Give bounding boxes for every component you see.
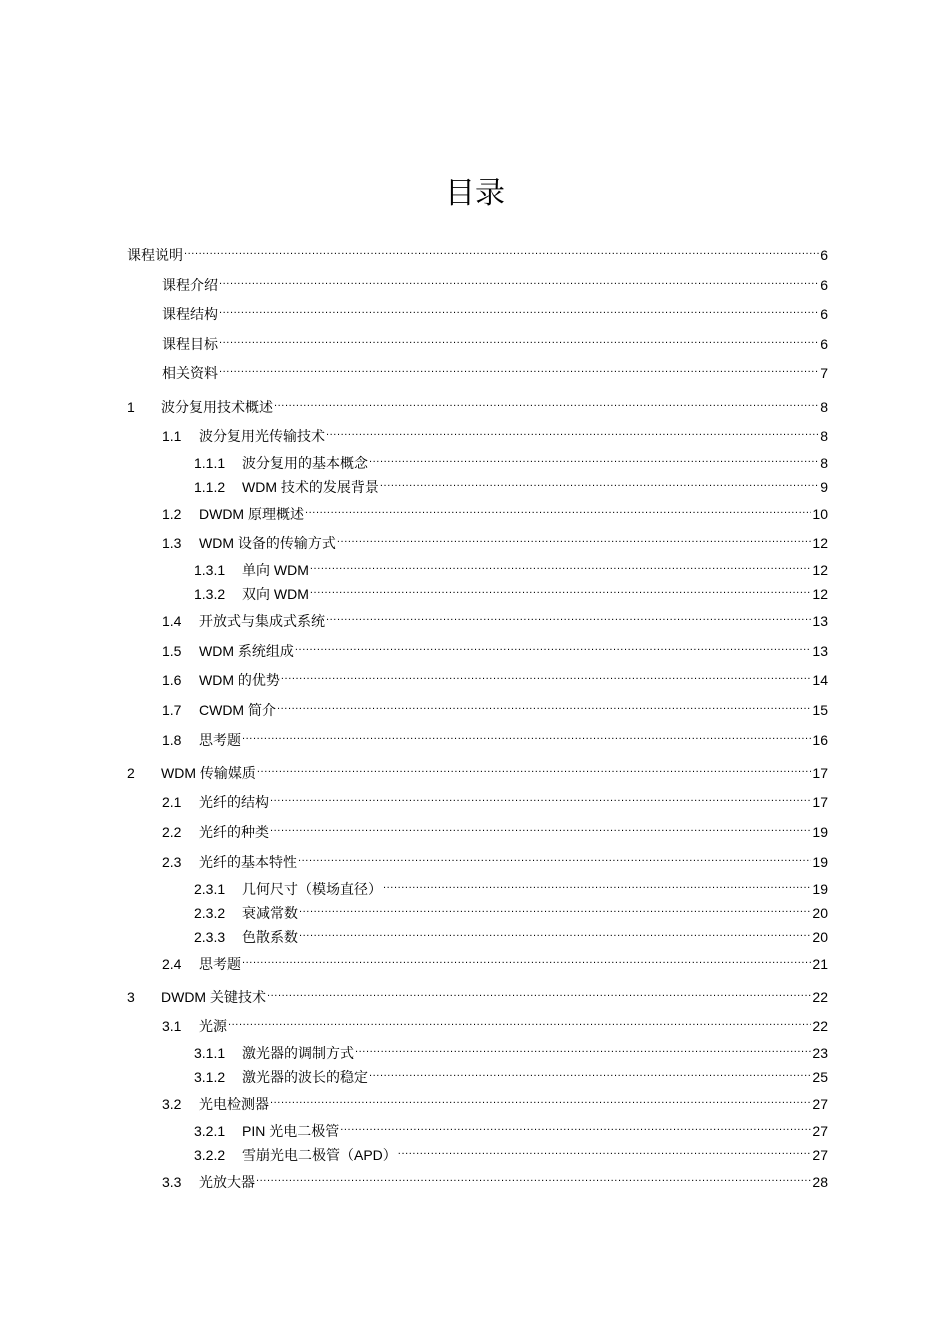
toc-entry-label: 课程结构	[162, 306, 218, 322]
toc-entry[interactable]	[162, 817, 828, 840]
toc-entry-page: 23	[812, 1045, 828, 1061]
toc-entry-label: 光纤的基本特性	[199, 854, 297, 870]
toc-entry-label: WDM 系统组成	[199, 643, 294, 659]
toc-entry-page: 16	[812, 732, 828, 748]
toc-entry-number: 1.7	[162, 702, 182, 718]
toc-entry-label: 相关资料	[162, 365, 218, 381]
toc-leader-dots	[310, 555, 812, 575]
toc-entry-number: 3	[127, 989, 135, 1005]
toc-entry-label: 光放大器	[199, 1174, 255, 1190]
toc-leader-dots	[270, 787, 811, 807]
toc-entry-label: 光纤的结构	[199, 794, 269, 810]
toc-entry-number: 2.3.2	[194, 905, 226, 921]
toc-entry-page: 6	[820, 277, 828, 293]
toc-entry-number: 3.2.2	[194, 1147, 226, 1163]
toc-entry-label: WDM 的优势	[199, 672, 280, 688]
toc-entry-page: 6	[820, 336, 828, 352]
toc-entry[interactable]	[194, 1140, 828, 1163]
toc-leader-dots	[270, 1089, 811, 1109]
toc-entry[interactable]	[162, 1167, 828, 1190]
toc-entry[interactable]	[127, 392, 828, 415]
toc-leader-dots	[270, 817, 811, 837]
toc-entry-number: 2	[127, 765, 135, 781]
toc-leader-dots	[256, 1167, 811, 1187]
toc-entry-page: 10	[812, 506, 828, 522]
toc-entry-page: 19	[812, 824, 828, 840]
toc-entry-label: 课程目标	[162, 336, 218, 352]
toc-entry-label: 色散系数	[242, 929, 298, 945]
toc-entry[interactable]	[162, 299, 828, 322]
toc-entry[interactable]	[162, 358, 828, 381]
toc-entry[interactable]	[162, 787, 828, 810]
toc-entry-label: DWDM 关键技术	[161, 989, 266, 1005]
toc-entry[interactable]	[162, 725, 828, 748]
toc-entry-label: 激光器的调制方式	[242, 1045, 354, 1061]
toc-entry-page: 6	[820, 306, 828, 322]
toc-entry-label: 双向 WDM	[242, 586, 309, 602]
toc-entry-number: 2.1	[162, 794, 182, 810]
toc-entry[interactable]	[162, 499, 828, 522]
toc-leader-dots	[242, 949, 811, 969]
toc-entry-label: 波分复用光传输技术	[199, 428, 325, 444]
toc-entry[interactable]	[162, 329, 828, 352]
toc-leader-dots	[326, 606, 811, 626]
toc-entry-number: 3.2.1	[194, 1123, 226, 1139]
toc-entry-page: 17	[812, 765, 828, 781]
toc-entry[interactable]	[162, 949, 828, 972]
toc-entry[interactable]	[194, 898, 828, 921]
toc-leader-dots	[274, 392, 819, 412]
toc-entry[interactable]	[194, 579, 828, 602]
toc-entry-page: 15	[812, 702, 828, 718]
toc-entry-number: 3.1	[162, 1018, 182, 1034]
toc-leader-dots	[298, 847, 811, 867]
toc-entry-page: 27	[812, 1147, 828, 1163]
toc-entry-page: 21	[812, 956, 828, 972]
toc-entry-page: 8	[820, 455, 828, 471]
toc-leader-dots	[369, 448, 819, 468]
toc-leader-dots	[340, 1116, 811, 1136]
toc-entry[interactable]	[162, 665, 828, 688]
toc-entry-label: 课程介绍	[162, 277, 218, 293]
toc-entry-page: 27	[812, 1123, 828, 1139]
toc-entry-label: 单向 WDM	[242, 562, 309, 578]
toc-entry[interactable]	[194, 448, 828, 471]
toc-leader-dots	[219, 299, 819, 319]
toc-entry-number: 1.3.1	[194, 562, 226, 578]
toc-entry[interactable]	[127, 240, 828, 263]
toc-entry-label: 光电检测器	[199, 1096, 269, 1112]
toc-entry-label: 开放式与集成式系统	[199, 613, 325, 629]
toc-entry-label: CWDM 简介	[199, 702, 276, 718]
toc-entry-number: 2.3.1	[194, 881, 226, 897]
toc-entry[interactable]	[162, 270, 828, 293]
toc-leader-dots	[383, 874, 811, 894]
toc-entry-page: 14	[812, 672, 828, 688]
toc-entry-number: 2.3.3	[194, 929, 226, 945]
toc-entry-number: 1.1.1	[194, 455, 226, 471]
toc-entry-label: WDM 设备的传输方式	[199, 535, 336, 551]
toc-leader-dots	[299, 898, 811, 918]
toc-leader-dots	[337, 528, 812, 548]
toc-entry-label: 光源	[199, 1018, 227, 1034]
toc-entry-page: 12	[812, 535, 828, 551]
toc-entry-label: WDM 传输媒质	[161, 765, 256, 781]
toc-entry-number: 1.5	[162, 643, 182, 659]
toc-entry-number: 1.3	[162, 535, 182, 551]
toc-leader-dots	[219, 358, 819, 378]
toc-entry-number: 2.3	[162, 854, 182, 870]
toc-entry-number: 1.1.2	[194, 479, 226, 495]
toc-entry-number: 3.3	[162, 1174, 182, 1190]
toc-entry[interactable]	[194, 874, 828, 897]
toc-entry-label: 雪崩光电二极管（APD）	[242, 1147, 397, 1163]
toc-entry[interactable]	[162, 606, 828, 629]
toc-entry-label: 波分复用的基本概念	[242, 455, 368, 471]
toc-leader-dots	[355, 1038, 811, 1058]
toc-leader-dots	[228, 1011, 811, 1031]
toc-entry-label: DWDM 原理概述	[199, 506, 304, 522]
toc-leader-dots	[281, 665, 812, 685]
toc-leader-dots	[219, 270, 819, 290]
toc-entry[interactable]	[162, 528, 828, 551]
toc-entry-page: 28	[812, 1174, 828, 1190]
toc-leader-dots	[369, 1062, 811, 1082]
toc-entry-number: 2.4	[162, 956, 182, 972]
toc-leader-dots	[380, 472, 819, 492]
toc-leader-dots	[277, 695, 811, 715]
toc-leader-dots	[305, 499, 811, 519]
toc-entry[interactable]	[162, 636, 828, 659]
toc-entry-label: 思考题	[199, 956, 241, 972]
toc-leader-dots	[219, 329, 819, 349]
toc-entry[interactable]	[162, 1011, 828, 1034]
toc-entry-page: 8	[820, 399, 828, 415]
toc-entry-page: 19	[812, 854, 828, 870]
toc-leader-dots	[267, 982, 811, 1002]
toc-entry[interactable]	[194, 1116, 828, 1139]
toc-entry[interactable]	[162, 421, 828, 444]
toc-entry[interactable]	[162, 695, 828, 718]
toc-entry-page: 27	[812, 1096, 828, 1112]
toc-entry-label: WDM 技术的发展背景	[242, 479, 379, 495]
toc-entry-page: 13	[812, 643, 828, 659]
toc-entry[interactable]	[162, 847, 828, 870]
toc-entry-label: 几何尺寸（模场直径）	[242, 881, 382, 897]
toc-entry-number: 1.8	[162, 732, 182, 748]
toc-entry-page: 7	[820, 365, 828, 381]
toc-entry-label: 波分复用技术概述	[161, 399, 273, 415]
toc-entry-number: 3.2	[162, 1096, 182, 1112]
toc-entry[interactable]	[194, 472, 828, 495]
toc-entry-number: 1	[127, 399, 135, 415]
toc-entry-page: 20	[812, 929, 828, 945]
toc-entry-label: 衰减常数	[242, 905, 298, 921]
toc-entry-number: 1.1	[162, 428, 182, 444]
toc-leader-dots	[326, 421, 819, 441]
toc-entry-number: 1.6	[162, 672, 182, 688]
toc-leader-dots	[184, 240, 819, 260]
toc-entry-number: 3.1.2	[194, 1069, 226, 1085]
toc-leader-dots	[398, 1140, 812, 1160]
toc-entry-label: 光纤的种类	[199, 824, 269, 840]
toc-entry[interactable]	[194, 922, 828, 945]
toc-entry-page: 17	[812, 794, 828, 810]
toc-entry[interactable]	[127, 982, 828, 1005]
toc-entry-number: 2.2	[162, 824, 182, 840]
toc-entry-page: 8	[820, 428, 828, 444]
toc-entry-page: 12	[812, 586, 828, 602]
toc-leader-dots	[310, 579, 812, 599]
toc-entry-label: PIN 光电二极管	[242, 1123, 340, 1139]
toc-entry[interactable]	[162, 1089, 828, 1112]
toc-entry-page: 12	[812, 562, 828, 578]
toc-leader-dots	[257, 758, 812, 778]
toc-entry-number: 1.4	[162, 613, 182, 629]
toc-entry-page: 22	[812, 1018, 828, 1034]
toc-leader-dots	[299, 922, 811, 942]
toc-entry-page: 20	[812, 905, 828, 921]
toc-entry-page: 25	[812, 1069, 828, 1085]
toc-entry-number: 3.1.1	[194, 1045, 226, 1061]
toc-entry-number: 1.3.2	[194, 586, 226, 602]
toc-entry-page: 6	[820, 247, 828, 263]
toc-entry[interactable]	[194, 555, 828, 578]
toc-entry-page: 22	[812, 989, 828, 1005]
toc-entry[interactable]	[127, 758, 828, 781]
toc-entry-number: 1.2	[162, 506, 182, 522]
toc-entry-label: 课程说明	[127, 247, 183, 263]
toc-title: 目录	[445, 177, 505, 210]
toc-entry-label: 激光器的波长的稳定	[242, 1069, 368, 1085]
toc-entry-label: 思考题	[199, 732, 241, 748]
toc-entry[interactable]	[194, 1062, 828, 1085]
toc-entry[interactable]	[194, 1038, 828, 1061]
toc-leader-dots	[242, 725, 811, 745]
toc-entry-page: 19	[812, 881, 828, 897]
toc-leader-dots	[295, 636, 812, 656]
toc-entry-page: 9	[820, 479, 828, 495]
toc-entry-page: 13	[812, 613, 828, 629]
